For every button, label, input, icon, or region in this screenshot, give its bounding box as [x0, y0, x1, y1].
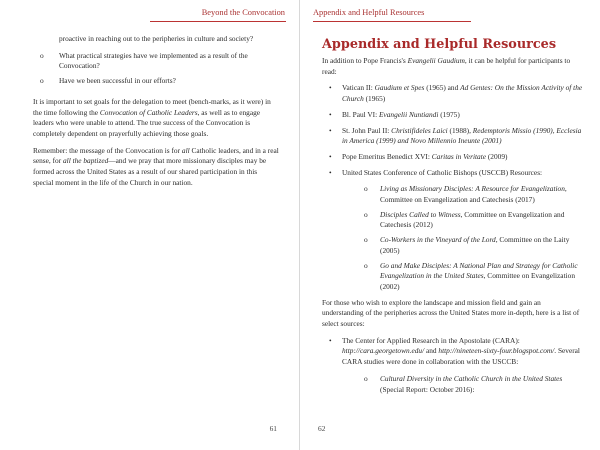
bullet-icon: •	[329, 335, 332, 345]
cara-link[interactable]: http://cara.georgetown.edu/	[342, 346, 425, 356]
document-list	[322, 83, 584, 292]
study-item: o Cultural Diversity in the Catholic Church in the United States (Special Report: October 2016):	[364, 373, 563, 394]
question-list	[40, 51, 279, 87]
message-paragraph: Remember: the message of the Convocation is for all Catholic leaders, and in a real sense, for all the baptized—and we pray that more missionary disciples may be formed across the United States as a result of our shared participation in this special moment in the life of the Church in our nation.	[33, 145, 279, 187]
bullet-icon: •	[329, 151, 332, 161]
bullet-icon: •	[329, 83, 332, 93]
circle-marker-icon: o	[364, 373, 368, 383]
page-number-left: 61	[269, 424, 277, 433]
carryover-question: proactive in reaching out to the peripheries in culture and society?	[59, 34, 254, 43]
document-item: • Bl. Paul VI: Evangelii Nuntiandi (1975)	[329, 109, 460, 119]
document-item: • St. John Paul II: Christifideles Laici (1988), Redemptoris Missio (1990), Ecclesia in America (1999) and Novo Millennio Ineunte (2001)	[329, 125, 582, 146]
resource-item: o Disciples Called to Witness, Committee on Evangelization and Catechesis (2012)	[364, 209, 565, 230]
right-page	[300, 0, 600, 450]
running-head-left: Beyond the Convocation	[201, 8, 285, 17]
intro-paragraph: In addition to Pope Francis's Evangelii Gaudium, it can be helpful for participants to read:	[322, 56, 571, 76]
circle-marker-icon: o	[40, 50, 44, 60]
goals-paragraph: It is important to set goals for the delegation to meet (bench-marks, as it were) in the time following the Convocation of Catholic Leaders, as well as to engage leaders who were unable to attend. The true success of the Convocation is completely dependent on prayerfully achieving those goals.	[33, 96, 271, 138]
document-item: • Vatican II: Gaudium et Spes (1965) and Ad Gentes: On the Mission Activity of the Church (1965)	[329, 83, 583, 104]
document-item: • Pope Emeritus Benedict XVI: Caritas in Veritate (2009)	[329, 151, 508, 161]
section-heading: Appendix and Helpful Resources	[322, 37, 557, 52]
bullet-icon: •	[329, 125, 332, 135]
blog-link[interactable]: http://nineteen-sixty-four.blogspot.com/	[438, 346, 555, 356]
left-page-body	[33, 34, 279, 194]
bullet-icon: •	[329, 167, 332, 177]
circle-marker-icon: o	[40, 76, 44, 86]
circle-marker-icon: o	[364, 260, 368, 270]
resource-item: o Co-Workers in the Vineyard of the Lord, Committee on the Laity (2005)	[364, 235, 570, 255]
question-item: o What practical strategies have we implemented as a result of the Convocation?	[40, 50, 248, 71]
circle-marker-icon: o	[364, 184, 368, 194]
sources-paragraph: For those who wish to explore the landscape and mission field and gain an understanding of the peripheries across the United States more in-depth, here is a list of select sources:	[322, 297, 580, 329]
circle-marker-icon: o	[364, 235, 368, 245]
header-rule-left	[150, 21, 286, 22]
running-head-right: Appendix and Helpful Resources	[313, 8, 425, 17]
document-item: • United States Conference of Catholic Bishops (USCCB) Resources: o Living as Missionary Disciples: A Resource for Evangelization, Committee on Evangelization and Catechesis (2017) o Disciples Called to Witness, Committee on Evangelization and Catechesis (2012) o Co-Workers in the Vineyard of the Lord, Committee on the Laity (2005) o Go and Make Disciples: A National Plan and Strategy for Catholic Evangelization in the United States, Committee on Evangelization (2002)	[322, 168, 584, 293]
sources-list	[322, 336, 584, 396]
circle-marker-icon: o	[364, 209, 368, 219]
bullet-icon: •	[329, 109, 332, 119]
resource-item: o Living as Missionary Disciples: A Resource for Evangelization, Committee on Evangelization and Catechesis (2017)	[364, 184, 567, 205]
resource-item: o Go and Make Disciples: A National Plan and Strategy for Catholic Evangelization in the United States, Committee on Evangelization (2002)	[364, 260, 578, 291]
right-page-body	[322, 33, 584, 400]
header-rule-right	[313, 21, 471, 22]
cara-study-list	[364, 374, 584, 395]
page-number-right: 62	[318, 424, 326, 433]
source-item: • The Center for Applied Research in the Apostolate (CARA): http://cara.georgetown.edu/ and http://nineteen-sixty-four.blogspot.com/. Several CARA studies were done in collaboration with the USCCB: o Cultural Diversity in the Catholic Church in the United States (Special Report: October 2016):	[322, 336, 584, 396]
question-item: o Have we been successful in our efforts?	[40, 76, 176, 86]
usccb-resource-list	[364, 184, 584, 292]
